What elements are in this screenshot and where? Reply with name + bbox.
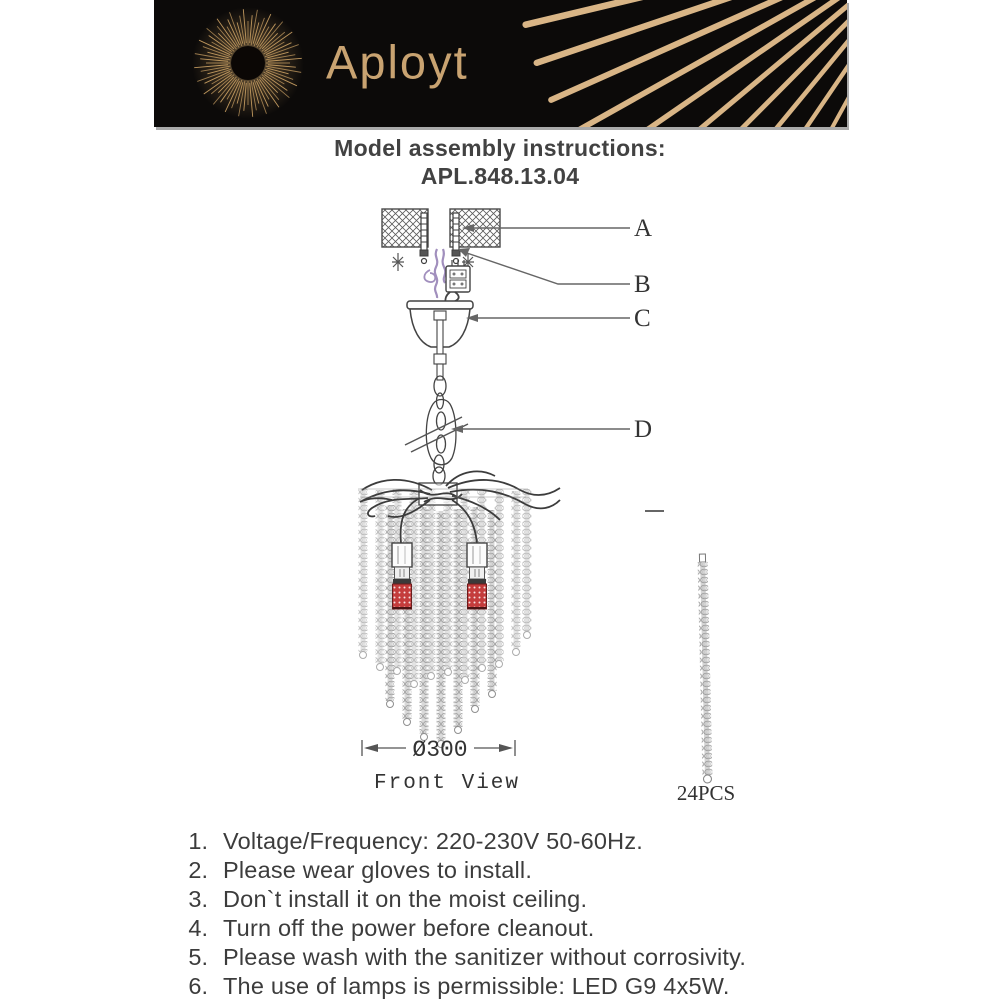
instruction-item-3 [0, 886, 1000, 915]
label-a: A [634, 215, 653, 242]
leader-lines [451, 224, 664, 511]
anchor-bolt-right [452, 213, 460, 264]
item-number: 2. [188, 857, 208, 883]
dimension-label: Ø300 [412, 737, 468, 763]
instructions-list [0, 828, 1000, 1002]
instruction-item-5 [0, 944, 1000, 973]
item-text: Please wash with the sanitizer without corrosivity. [223, 944, 747, 970]
instruction-item-4 [0, 915, 1000, 944]
view-caption: Front View [373, 772, 521, 795]
label-d: D [634, 416, 653, 443]
screw-left [392, 253, 404, 271]
anchor-bolt-left [420, 213, 428, 264]
instruction-item-6 [0, 973, 1000, 1002]
suspension-chain [426, 376, 456, 485]
ceiling-canopy [407, 301, 473, 380]
label-c: C [634, 305, 651, 332]
item-text: Turn off the power before cleanout. [223, 915, 595, 941]
item-number: 6. [188, 973, 208, 999]
item-text: The use of lamps is permissible: LED G9 4x5W. [223, 973, 730, 999]
anchor-bolts [420, 213, 460, 264]
item-number: 4. [188, 915, 208, 941]
crystal-strands [359, 488, 532, 748]
item-text: Don`t install it on the moist ceiling. [223, 886, 588, 912]
item-number: 5. [188, 944, 208, 970]
lamp-socket-right [467, 543, 487, 609]
item-number: 3. [188, 886, 208, 912]
brand-logo-text: Aployt [326, 34, 469, 88]
item-text: Please wear gloves to install. [223, 857, 533, 883]
model-number: APL.848.13.04 [420, 163, 580, 189]
instruction-item-2 [0, 857, 1000, 886]
label-b: B [634, 271, 651, 298]
item-text: Voltage/Frequency: 220-230V 50-60Hz. [223, 828, 644, 854]
lamp-socket-left [392, 543, 412, 609]
item-number: 1. [188, 828, 208, 854]
terminal-block [445, 260, 470, 303]
page-title: Model assembly instructions: [334, 135, 666, 161]
parts-count-label: 24PCS [676, 781, 736, 805]
instruction-item-1 [0, 828, 1000, 857]
spare-strand [697, 554, 712, 783]
